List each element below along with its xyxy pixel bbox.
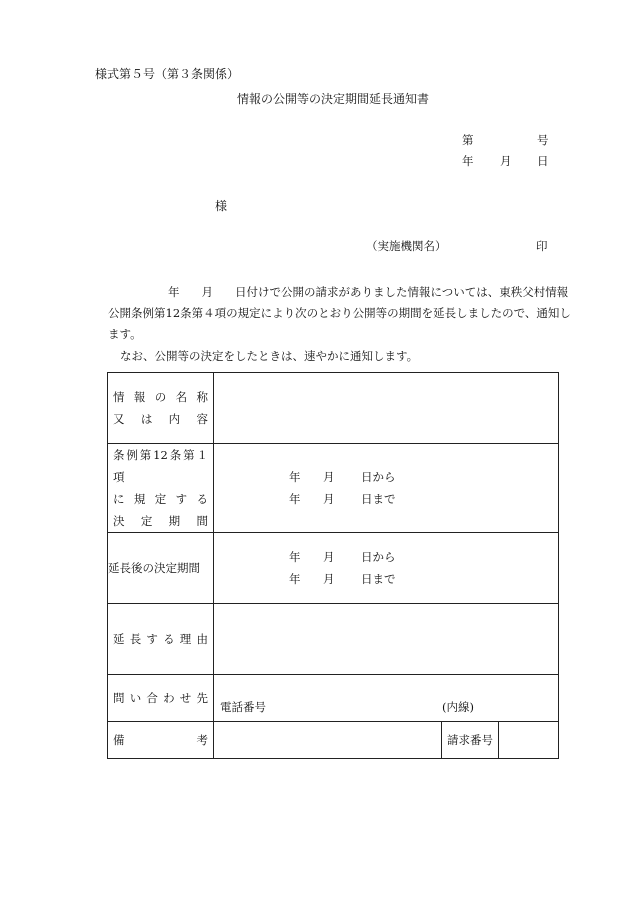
period-year-label: 年	[289, 470, 301, 484]
extension-reason-label: 延長する理由	[113, 632, 208, 646]
table-row	[108, 533, 559, 604]
extension-reason-field[interactable]	[214, 604, 559, 675]
table-row	[108, 373, 559, 444]
request-number-field[interactable]	[499, 722, 559, 759]
table-row	[108, 604, 559, 675]
body-paragraph-2-text: なお、公開等の決定をしたときは、速やかに通知します。	[120, 349, 419, 363]
table-row	[108, 675, 559, 722]
original-period-field[interactable]	[214, 444, 559, 533]
document-number-suffix: 号	[537, 133, 549, 147]
period-year-label: 年	[289, 492, 301, 506]
period-month-label: 月	[323, 572, 335, 586]
remarks-label-cell	[108, 722, 214, 759]
contact-field[interactable]	[214, 675, 559, 722]
date-month-label: 月	[500, 154, 512, 168]
extension-reason-label-cell	[108, 604, 214, 675]
extended-period-field[interactable]	[214, 533, 559, 604]
request-number-label-cell	[442, 722, 499, 759]
request-number-label: 請求番号	[447, 733, 493, 747]
original-period-label-line-2: に規定する	[113, 492, 208, 506]
body-paragraph-2	[108, 346, 576, 367]
period-year-label: 年	[289, 550, 301, 564]
form-id: 様式第５号（第３条関係）	[95, 67, 240, 81]
body-paragraph-1	[108, 282, 576, 345]
original-period-label-line-3: 決定期間	[113, 514, 208, 528]
info-table	[107, 372, 559, 759]
info-name-field[interactable]	[214, 373, 559, 444]
document-number-prefix: 第	[462, 133, 474, 147]
period-month-label: 月	[323, 492, 335, 506]
period-to-label: 日まで	[361, 492, 396, 506]
period-month-label: 月	[323, 550, 335, 564]
date-year-label: 年	[462, 154, 474, 168]
document-title: 情報の公開等の決定期間延長通知書	[237, 92, 430, 106]
contact-label-cell	[108, 675, 214, 722]
original-period-label-line-1: 条例第12条第１項	[113, 448, 208, 484]
seal-mark: 印	[536, 239, 548, 253]
phone-number-label: 電話番号	[220, 700, 266, 714]
info-name-label: 情報の名称	[113, 390, 208, 404]
extended-period-label: 延長後の決定期間	[108, 561, 200, 575]
extension-label: (内線)	[442, 700, 475, 714]
original-period-label-cell	[108, 444, 214, 533]
period-from-label: 日から	[361, 550, 396, 564]
body-year-label: 年	[168, 285, 180, 299]
info-name-label-cell	[108, 373, 214, 444]
agency-name-label: （実施機関名）	[366, 239, 447, 253]
table-row	[108, 722, 559, 759]
remarks-label-char-2: 考	[196, 733, 208, 747]
period-month-label: 月	[323, 470, 335, 484]
remarks-field[interactable]	[214, 722, 442, 759]
contact-label: 問い合わせ先	[113, 691, 208, 705]
table-row	[108, 444, 559, 533]
period-to-label: 日まで	[361, 572, 396, 586]
remarks-label-char-1: 備	[113, 733, 125, 747]
period-from-label: 日から	[361, 470, 396, 484]
period-year-label: 年	[289, 572, 301, 586]
body-month-label: 月	[201, 285, 213, 299]
info-content-label: 又は内容	[113, 412, 208, 426]
addressee-honorific: 様	[215, 199, 228, 213]
extended-period-label-cell	[108, 533, 214, 604]
body-paragraph-1-text: 日付けで公開の請求がありました情報については、東秩父村情報公開条例第12条第４項の規定により次のとおり公開等の期間を延長しましたので、通知します。	[108, 285, 571, 341]
date-day-label: 日	[537, 154, 549, 168]
